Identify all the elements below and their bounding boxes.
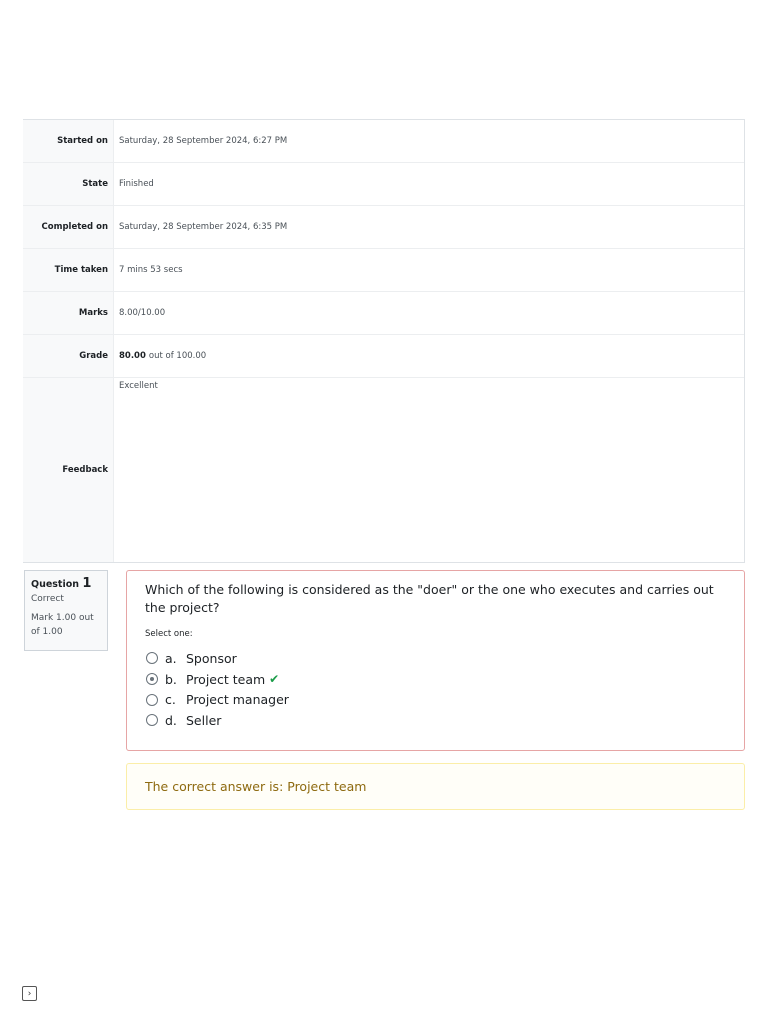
summary-value xyxy=(114,335,744,377)
answer-option-b[interactable] xyxy=(145,669,726,690)
answer-option-a[interactable] xyxy=(145,648,726,669)
answer-text: Sponsor xyxy=(186,650,237,666)
summary-row-state xyxy=(23,163,744,206)
summary-label: Marks xyxy=(23,292,114,334)
chevron-right-icon: › xyxy=(27,988,32,999)
radio-button[interactable] xyxy=(146,652,158,664)
question-state: Correct xyxy=(31,594,64,604)
question-mark: Mark 1.00 out of 1.00 xyxy=(31,613,94,637)
summary-value: Finished xyxy=(114,163,744,205)
summary-value: Saturday, 28 September 2024, 6:27 PM xyxy=(114,120,744,162)
answer-prompt: Select one: xyxy=(145,629,193,639)
quiz-review-summary xyxy=(23,119,745,563)
summary-row-marks xyxy=(23,292,744,335)
summary-row-feedback xyxy=(23,378,744,562)
summary-value: 8.00/10.00 xyxy=(114,292,744,334)
question-label: Question xyxy=(31,579,80,590)
answer-text: Seller xyxy=(186,712,222,728)
summary-value: Saturday, 28 September 2024, 6:35 PM xyxy=(114,206,744,248)
summary-row-started-on xyxy=(23,120,744,163)
check-icon: ✔ xyxy=(269,672,280,687)
question-number-value: 1 xyxy=(82,576,92,591)
answer-option-c[interactable] xyxy=(145,689,726,710)
answer-option-d[interactable] xyxy=(145,710,726,731)
answer-text: Project team xyxy=(186,671,266,687)
question-number xyxy=(31,576,101,591)
radio-button[interactable] xyxy=(146,694,158,706)
question-info xyxy=(24,570,108,651)
answer-text: Project manager xyxy=(186,692,289,708)
radio-button[interactable] xyxy=(146,714,158,726)
question-text: Which of the following is considered as the "doer" or the one who executes and carries out the project? xyxy=(145,582,714,615)
summary-value: Excellent xyxy=(114,378,744,562)
question-content xyxy=(126,570,745,751)
summary-row-completed-on xyxy=(23,206,744,249)
summary-label: Time taken xyxy=(23,249,114,291)
summary-label: Grade xyxy=(23,335,114,377)
summary-label: State xyxy=(23,163,114,205)
drawer-toggle-button[interactable] xyxy=(22,986,37,1001)
answer-letter: d. xyxy=(165,712,177,728)
summary-row-grade xyxy=(23,335,744,378)
answer-letter: a. xyxy=(165,650,177,666)
answer-letter: b. xyxy=(165,671,177,687)
correct-answer-feedback: The correct answer is: Project team xyxy=(126,763,745,810)
radio-button-selected[interactable] xyxy=(146,673,158,685)
grade-score: 80.00 xyxy=(119,351,146,361)
summary-label: Started on xyxy=(23,120,114,162)
summary-value: 7 mins 53 secs xyxy=(114,249,744,291)
summary-label: Feedback xyxy=(23,378,114,562)
answer-list xyxy=(145,648,726,731)
answer-letter: c. xyxy=(165,692,176,708)
grade-out-of: out of 100.00 xyxy=(148,351,207,361)
summary-row-time-taken xyxy=(23,249,744,292)
summary-label: Completed on xyxy=(23,206,114,248)
